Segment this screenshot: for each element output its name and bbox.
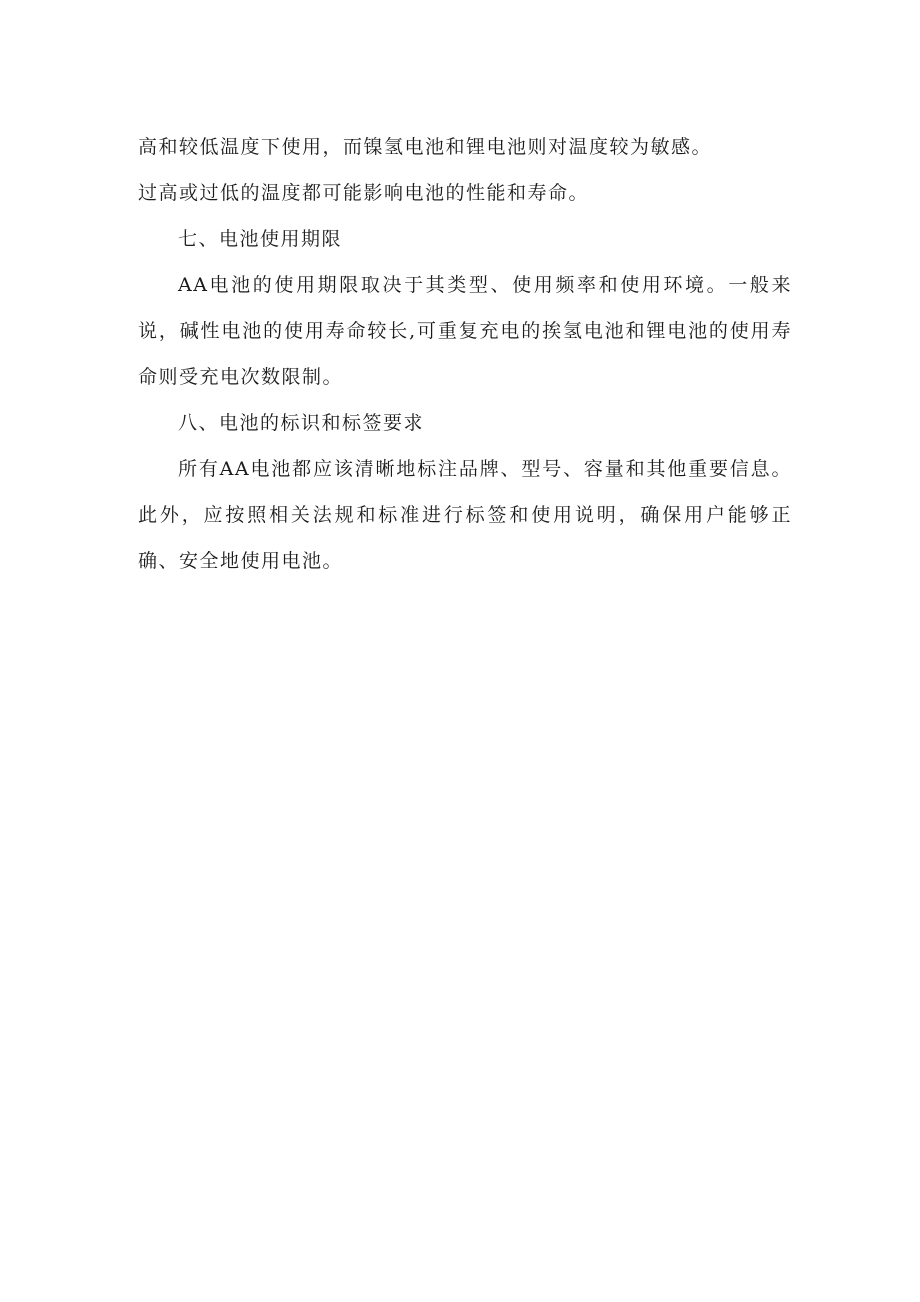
continued-line-1: 高和较低温度下使用，而镍氢电池和锂电池则对温度较为敏感。 <box>138 136 713 158</box>
section-7-heading: 七、电池使用期限 <box>178 228 343 250</box>
section-7-body: AA电池的使用期限取决于其类型、使用频率和使用环境。一般来说，碱性电池的使用寿命较长,可重复充电的挨氢电池和锂电池的使用寿命则受充电次数限制。 <box>138 274 792 388</box>
document-page <box>138 124 792 584</box>
section-8-heading: 八、电池的标识和标签要求 <box>178 412 425 434</box>
continued-paragraph <box>138 124 792 216</box>
continued-line-2: 过高或过低的温度都可能影响电池的性能和寿命。 <box>138 182 590 204</box>
section-8-body: 所有AA电池都应该清晰地标注品牌、型号、容量和其他重要信息。此外，应按照相关法规和标准进行标签和使用说明，确保用户能够正确、安全地使用电池。 <box>138 458 792 572</box>
